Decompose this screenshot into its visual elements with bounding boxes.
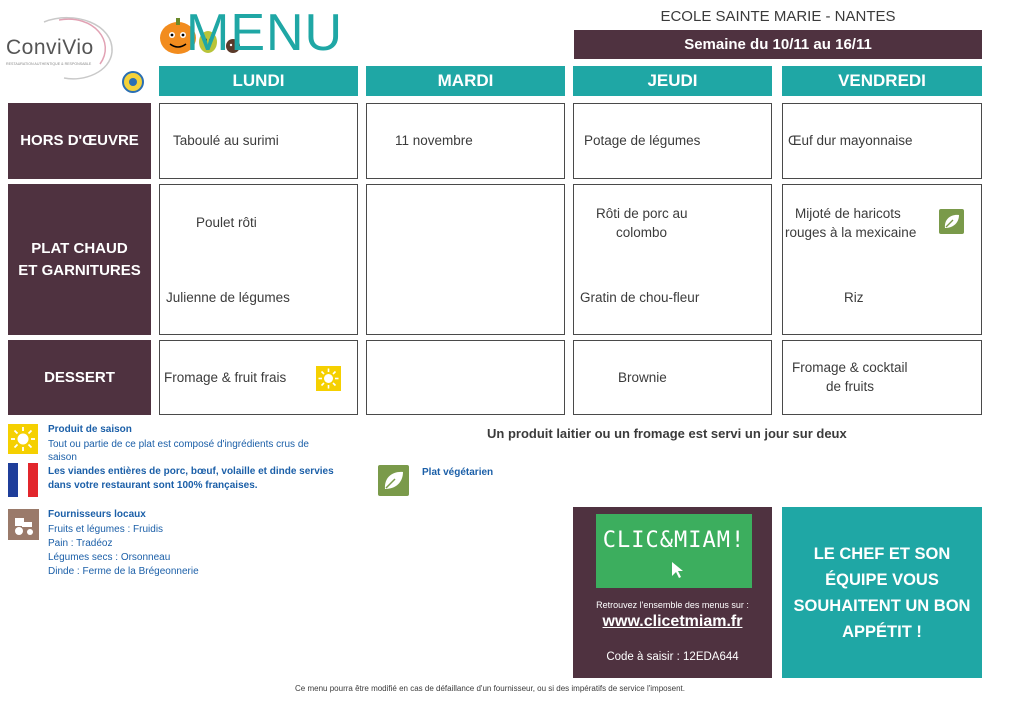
france-flag-icon	[8, 463, 38, 497]
legend-veg-title: Plat végétarien	[422, 467, 494, 478]
cursor-icon	[666, 558, 690, 582]
dish-vendredi-side: Riz	[844, 290, 864, 305]
dish-lundi-side: Julienne de légumes	[166, 290, 290, 305]
row-header-main-line1: PLAT CHAUD	[31, 239, 128, 257]
dish-vendredi-dessert-line2: de fruits	[826, 379, 875, 394]
cell-jeudi-dessert	[573, 340, 772, 415]
legend-local-title: Fournisseurs locaux	[48, 509, 146, 520]
sun-icon	[316, 366, 341, 391]
cell-mardi-main	[366, 184, 565, 335]
dish-lundi-starter: Taboulé au surimi	[173, 133, 279, 148]
cell-mardi-starter	[366, 103, 565, 179]
row-header-main	[8, 184, 151, 335]
clicmiam-code: Code à saisir : 12EDA644	[606, 651, 739, 663]
dish-jeudi-starter: Potage de légumes	[584, 133, 701, 148]
dish-vendredi-main-line1: Mijoté de haricots	[795, 206, 901, 221]
clicmiam-url[interactable]: www.clicetmiam.fr	[602, 613, 743, 630]
clicmiam-logo	[596, 514, 752, 588]
dish-vendredi-starter: Œuf dur mayonnaise	[788, 133, 913, 148]
day-header-vendredi: VENDREDI	[782, 66, 982, 96]
cell-jeudi-main	[573, 184, 772, 335]
day-header-mardi: MARDI	[366, 66, 565, 96]
dish-jeudi-main-line2: colombo	[616, 225, 668, 240]
cell-mardi-dessert	[366, 340, 565, 415]
day-header-jeudi: JEUDI	[573, 66, 772, 96]
school-name: ECOLE SAINTE MARIE - NANTES	[660, 8, 896, 25]
dairy-note: Un produit laitier ou un fromage est servi un jour sur deux	[487, 426, 847, 441]
cell-vendredi-dessert	[782, 340, 982, 415]
footer-note: Ce menu pourra être modifié en cas de défaillance d'un fournisseur, ou si des impératifs de service l'imposent.	[295, 684, 685, 693]
clicmiam-logo-text: CLIC&MIAM!	[602, 528, 746, 553]
chef-message-line1: LE CHEF ET SON	[813, 544, 951, 563]
week-label: Semaine du 10/11 au 16/11	[684, 36, 872, 53]
dish-lundi-dessert: Fromage & fruit frais	[164, 370, 287, 385]
row-header-dessert	[8, 340, 151, 415]
chef-message-panel	[782, 507, 982, 678]
legend-season-text1: Tout ou partie de ce plat est composé d'ingrédients crus de	[48, 439, 309, 450]
leaf-icon	[939, 209, 964, 234]
chef-message-line4: APPÉTIT !	[842, 622, 922, 641]
day-header-lundi: LUNDI	[159, 66, 358, 96]
clicmiam-panel	[573, 507, 772, 678]
week-banner	[574, 30, 982, 59]
label-badge-icon	[118, 66, 148, 96]
vegetarian-leaf-icon	[378, 465, 409, 496]
page-title: MENU	[186, 4, 344, 62]
dish-mardi-starter: 11 novembre	[395, 133, 473, 148]
dish-vendredi-dessert-line1: Fromage & cocktail	[792, 360, 908, 375]
row-header-starter-label: HORS D'ŒUVRE	[20, 132, 139, 150]
legend-local-item: Dinde : Ferme de la Brégeonnerie	[48, 566, 199, 577]
season-sun-icon	[8, 424, 38, 454]
dish-vendredi-main-line2: rouges à la mexicaine	[785, 225, 917, 240]
dish-lundi-main: Poulet rôti	[196, 215, 257, 230]
chef-message-line2: ÉQUIPE VOUS	[825, 570, 939, 589]
tractor-icon	[8, 509, 39, 540]
chef-message-line3: SOUHAITENT UN BON	[793, 596, 971, 615]
legend-meat-text2: dans votre restaurant sont 100% françaises.	[48, 480, 258, 491]
dish-jeudi-dessert: Brownie	[618, 370, 667, 385]
convivio-logo	[4, 12, 122, 82]
row-header-dessert-label: DESSERT	[44, 368, 115, 386]
cell-vendredi-main	[782, 184, 982, 335]
dish-jeudi-main-line1: Rôti de porc au	[596, 206, 688, 221]
logo-tagline: RESTAURATION AUTHENTIQUE & RESPONSABLE	[6, 62, 92, 66]
legend-meat-text1: Les viandes entières de porc, bœuf, volaille et dinde servies	[48, 466, 334, 477]
clicmiam-find-text: Retrouvez l'ensemble des menus sur :	[596, 600, 749, 610]
legend-local-item: Légumes secs : Orsonneau	[48, 552, 171, 563]
legend-local-item: Fruits et légumes : Fruidis	[48, 524, 164, 535]
legend-season-text2: saison	[48, 452, 77, 463]
cell-lundi-starter	[159, 103, 358, 179]
dish-jeudi-side: Gratin de chou-fleur	[580, 290, 700, 305]
cell-jeudi-starter	[573, 103, 772, 179]
cell-vendredi-starter	[782, 103, 982, 179]
row-header-starter	[8, 103, 151, 179]
logo-brand: ConviVio	[6, 36, 94, 59]
legend-season-title: Produit de saison	[48, 424, 132, 435]
cell-lundi-dessert	[159, 340, 358, 415]
cell-lundi-main	[159, 184, 358, 335]
row-header-main-line2: ET GARNITURES	[18, 261, 141, 279]
legend-local-item: Pain : Tradéoz	[48, 538, 113, 549]
